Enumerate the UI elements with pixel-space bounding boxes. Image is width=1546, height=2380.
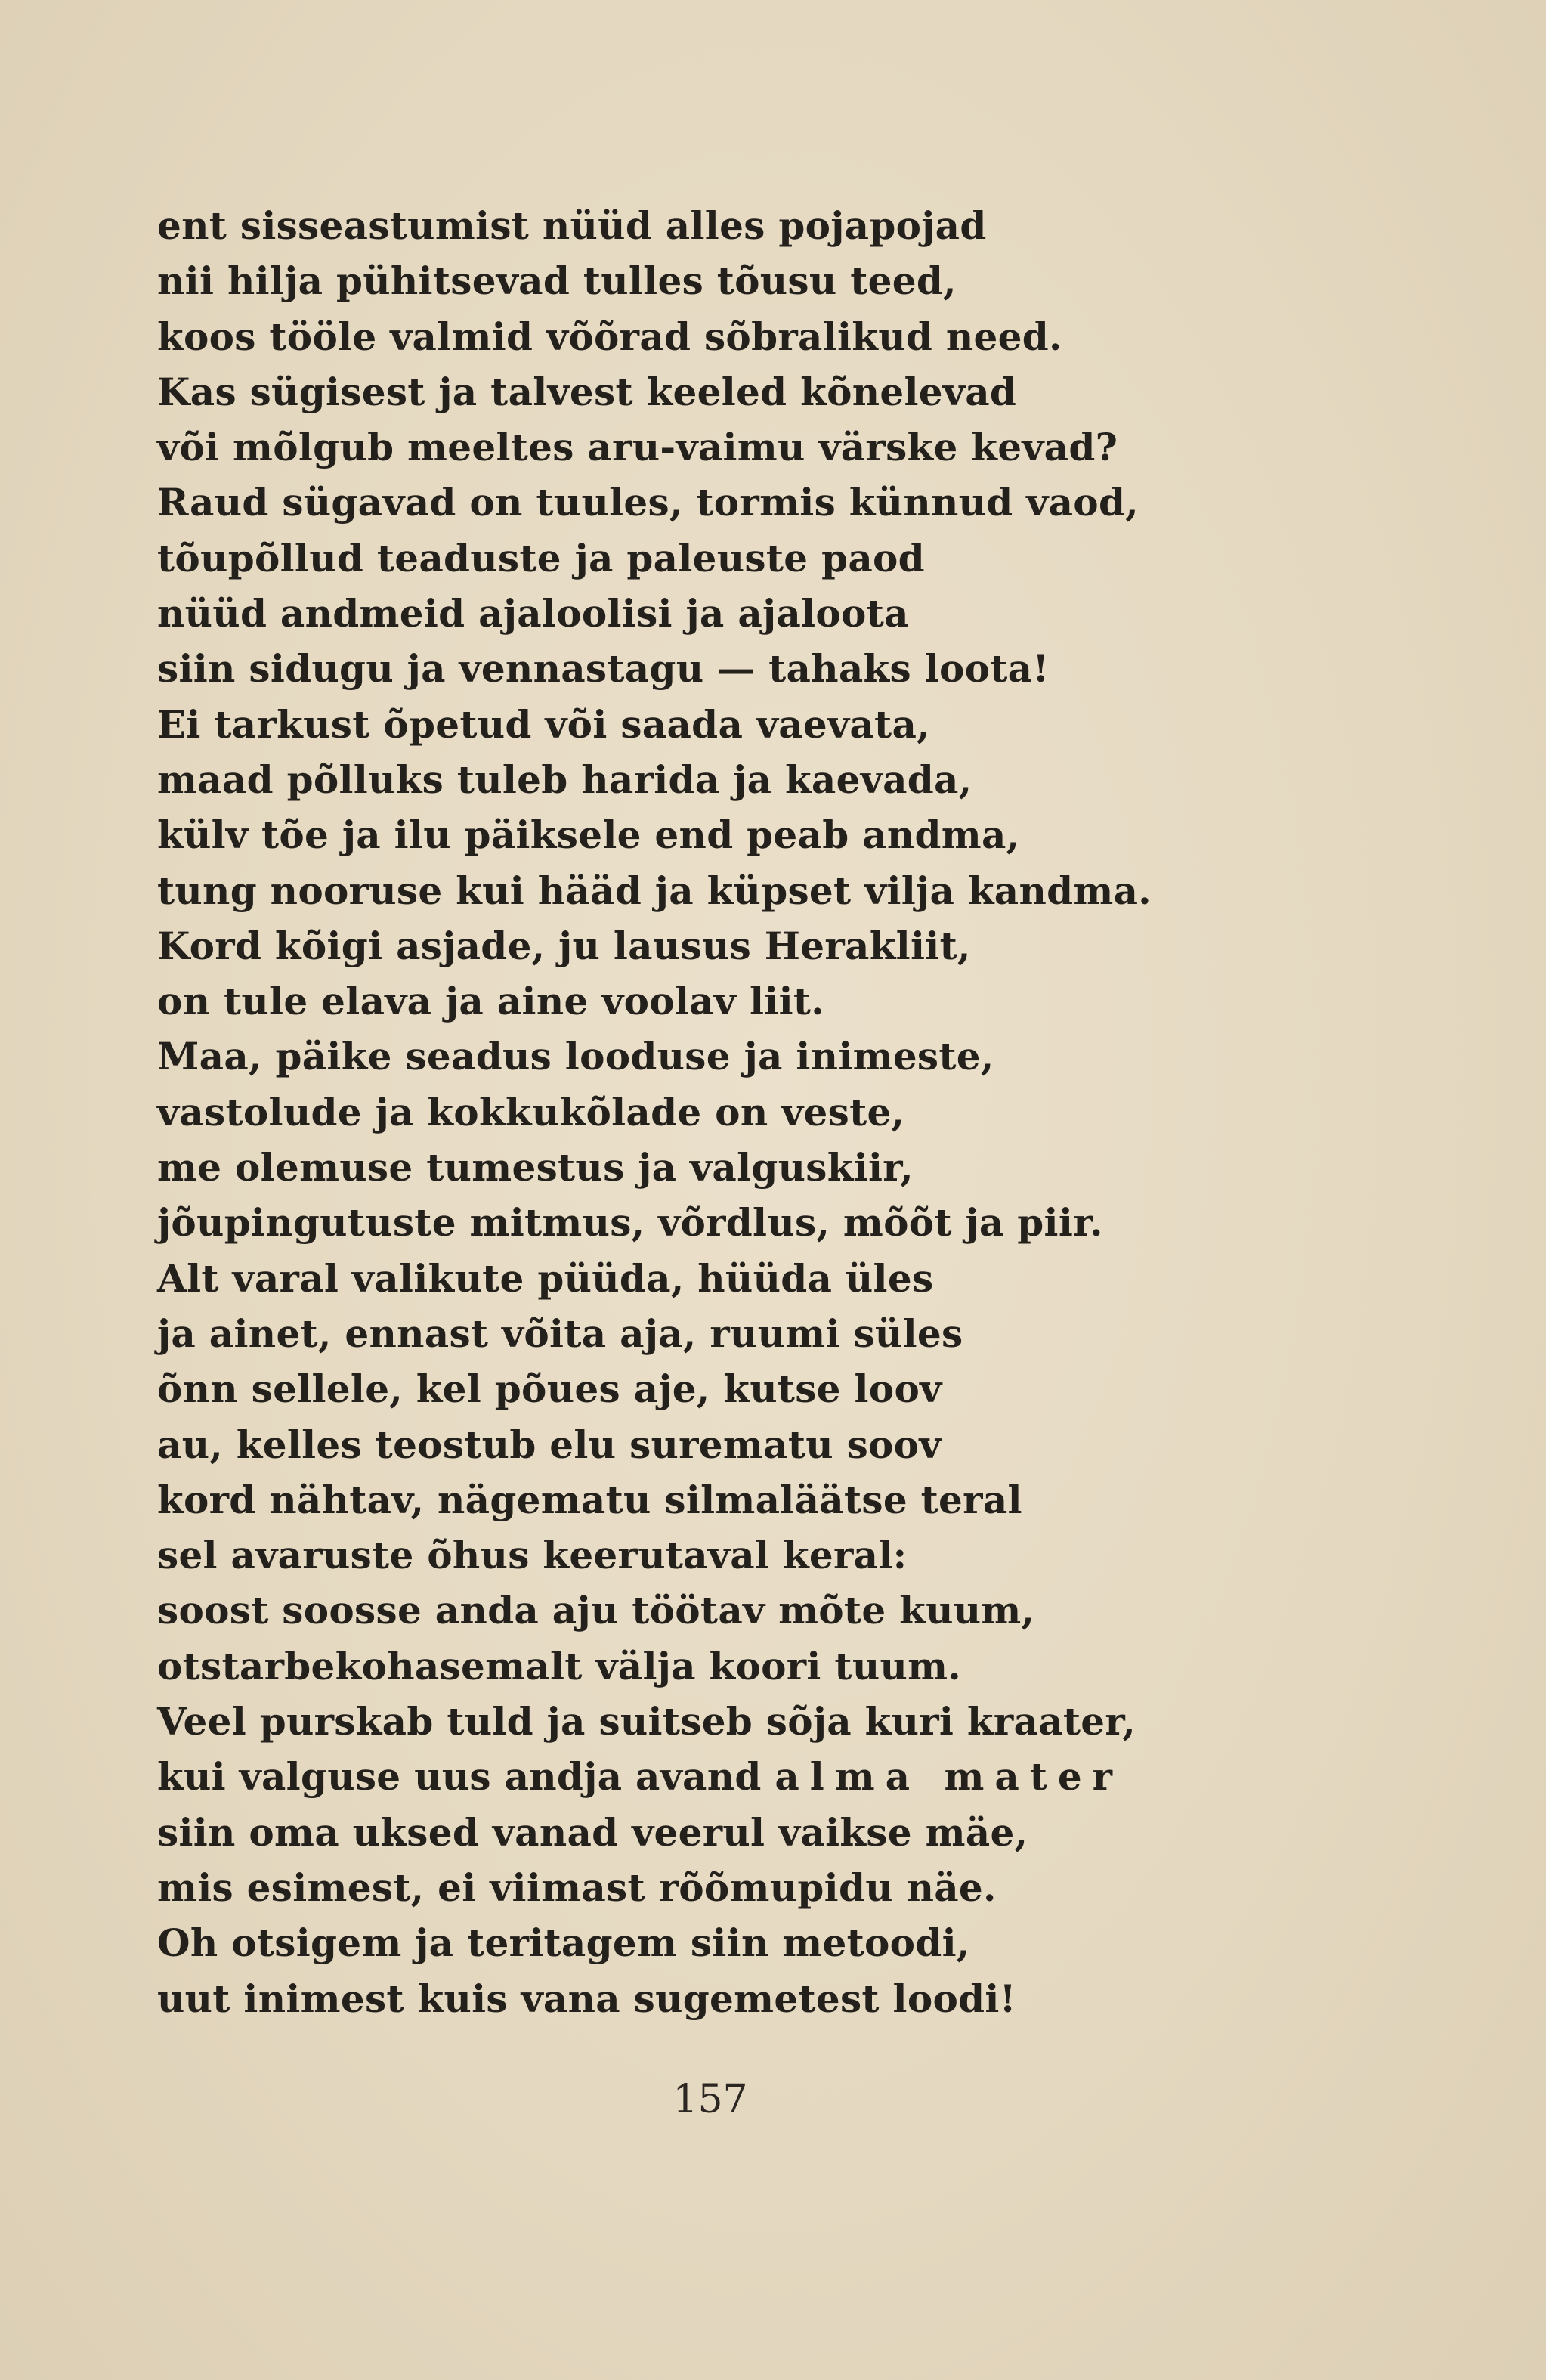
poem-line: ja ainet, ennast võita aja, ruumi süles [157,1311,963,1356]
poem-line: au, kelles teostub elu surematu soov [157,1422,942,1467]
poem-line: Kas sügisest ja talvest keeled kõnelevad [157,369,1017,414]
spaced-phrase: alma mater [775,1754,1124,1800]
poem-line: vastolude ja kokkukõlade on veste, [157,1089,905,1134]
poem-line: me olemuse tumestus ja valguskiir, [157,1145,914,1190]
poem-line: mis esimest, ei viimast rõõmupidu näe. [157,1865,997,1910]
poem-line: Alt varal valikute püüda, hüüda üles [157,1255,934,1301]
poem-line: tõupõllud teaduste ja paleuste paod [157,535,925,580]
poem-line: sel avaruste õhus keerutaval keral: [157,1533,908,1578]
poem-line: nii hilja pühitsevad tulles tõusu teed, [157,258,957,304]
page-number: 157 [673,2077,748,2122]
poem-line: maad põlluks tuleb harida ja kaevada, [157,757,972,802]
poem-line-text: kui valguse uus andja avand [157,1754,775,1800]
poem-line: Kord kõigi asjade, ju lausus Herakliit, [157,923,971,968]
poem-line: on tule elava ja aine voolav liit. [157,979,824,1024]
poem-line: tung nooruse kui hääd ja küpset vilja kandma. [157,868,1152,913]
poem-line: jõupingutuste mitmus, võrdlus, mõõt ja piir. [157,1200,1103,1246]
poem-line-alma-mater [157,1749,1215,1804]
poem-line: külv tõe ja ilu päiksele end peab andma, [157,812,1020,858]
poem-line: soost soosse anda aju töötav mõte kuum, [157,1588,1035,1633]
poem-line: või mõlgub meeltes aru-vaimu värske kevad? [157,425,1118,470]
poem-line: Maa, päike seadus looduse ja inimeste, [157,1034,994,1079]
poem-line: Oh otsigem ja teritagem siin metoodi, [157,1920,970,1966]
poem-line: ent sisseastumist nüüd alles pojapojad [157,203,987,248]
poem-line: Veel purskab tuld ja suitseb sõja kuri kraater, [157,1699,1136,1744]
poem-line: õnn sellele, kel põues aje, kutse loov [157,1366,942,1412]
poem-line: siin oma uksed vanad veerul vaikse mäe, [157,1809,1028,1855]
poem-line: siin sidugu ja vennastagu — tahaks loota! [157,646,1050,692]
poem-line: Raud sügavad on tuules, tormis künnud vaod, [157,480,1139,525]
poem-line: koos tööle valmid võõrad sõbralikud need. [157,314,1062,359]
poem-line: Ei tarkust õpetud või saada vaevata, [157,701,930,747]
poem-line: uut inimest kuis vana sugemetest loodi! [157,1976,1016,2021]
poem-line: kord nähtav, nägematu silmaläätse teral [157,1477,1022,1522]
poem-line: nüüd andmeid ajaloolisi ja ajaloota [157,591,909,636]
poem-line: otstarbekohasemalt välja koori tuum. [157,1643,962,1688]
poem-text [157,198,1215,2026]
